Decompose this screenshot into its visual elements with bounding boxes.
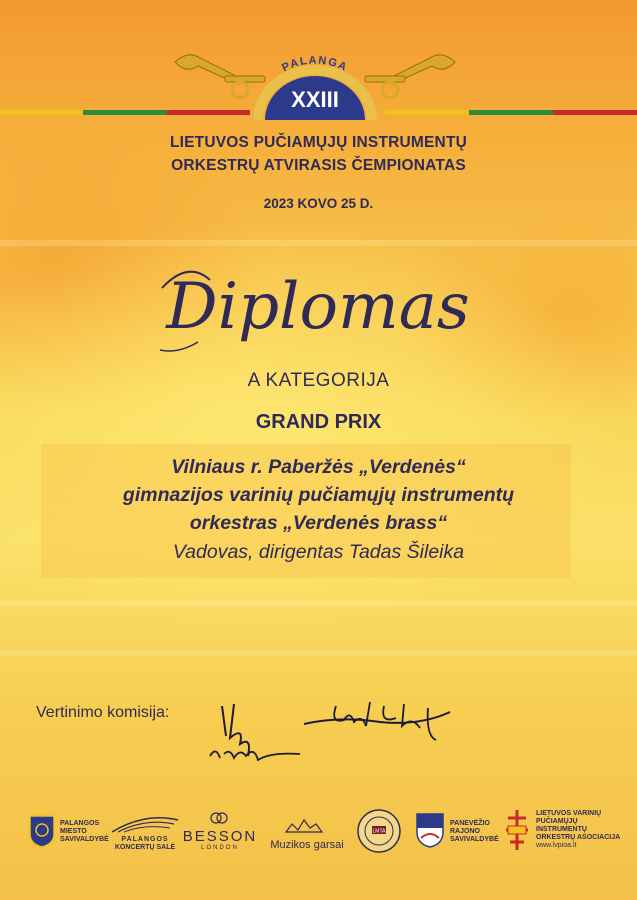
paint-streak <box>0 600 637 606</box>
panevezio-municipality: PANEVĖŽIO RAJONO SAVIVALDYBĖ <box>450 820 499 843</box>
besson-emblem-icon <box>210 808 228 826</box>
trumpet-left-icon <box>175 55 265 98</box>
recipient-line-2: gimnazijos varinių pučiamųjų instrumentų <box>122 484 515 506</box>
koncertu-sale-logo-icon <box>110 812 180 834</box>
emblem-edition: XXIII <box>291 87 339 112</box>
svg-text:LMTA: LMTA <box>372 828 386 835</box>
recipient-line-1: Vilniaus r. Paberžės „Verdenės“ <box>171 456 466 478</box>
besson-logo: BESSON LONDON <box>182 828 258 851</box>
palanga-municipality: PALANGOS MIESTO SAVIVALDYBĖ <box>60 820 109 843</box>
recipient-line-3: orkestras „Verdenės brass“ <box>189 512 448 534</box>
paint-streak <box>0 240 637 246</box>
sponsor-logos <box>0 806 637 866</box>
muzikos-garsai-logo: Muzikos garsai <box>270 839 344 851</box>
lvpioa-association: LIETUVOS VARINIŲ PUČIAMŲJŲ INSTRUMENTŲ ORKESTRŲ ASOCIACIJA www.lvpioa.lt <box>536 810 621 849</box>
event-date: 2023 KOVO 25 D. <box>263 196 374 211</box>
header-line-1: LIETUVOS PUČIAMŲJŲ INSTRUMENTŲ <box>169 134 468 151</box>
header-line-2: ORKESTRŲ ATVIRASIS ČEMPIONATAS <box>171 157 466 174</box>
palanga-xxiii-emblem <box>170 40 460 125</box>
lmta-seal-icon <box>356 808 402 854</box>
recipient-leader: Vadovas, dirigentas Tadas Šileika <box>172 541 465 563</box>
commission-label: Vertinimo komisija: <box>36 704 170 721</box>
emblem-city: PALANGA <box>280 54 350 75</box>
koncertu-sale: PALANGOS KONCERTŲ SALĖ <box>114 836 176 851</box>
signature-2 <box>300 696 470 746</box>
award-label: GRAND PRIX <box>255 411 382 433</box>
lvpioa-logo-icon <box>502 808 532 852</box>
paint-streak <box>0 650 637 656</box>
muzikos-garsai-icon <box>284 818 324 834</box>
signature-1 <box>200 696 310 776</box>
diplomas-title <box>148 250 488 360</box>
panevezio-coat-of-arms-icon <box>415 812 445 848</box>
palanga-coat-of-arms-icon <box>28 814 56 848</box>
diplomas-title-text: Diplomas <box>166 270 470 344</box>
trumpet-right-icon <box>365 55 455 98</box>
category-label: A KATEGORIJA <box>247 370 390 391</box>
